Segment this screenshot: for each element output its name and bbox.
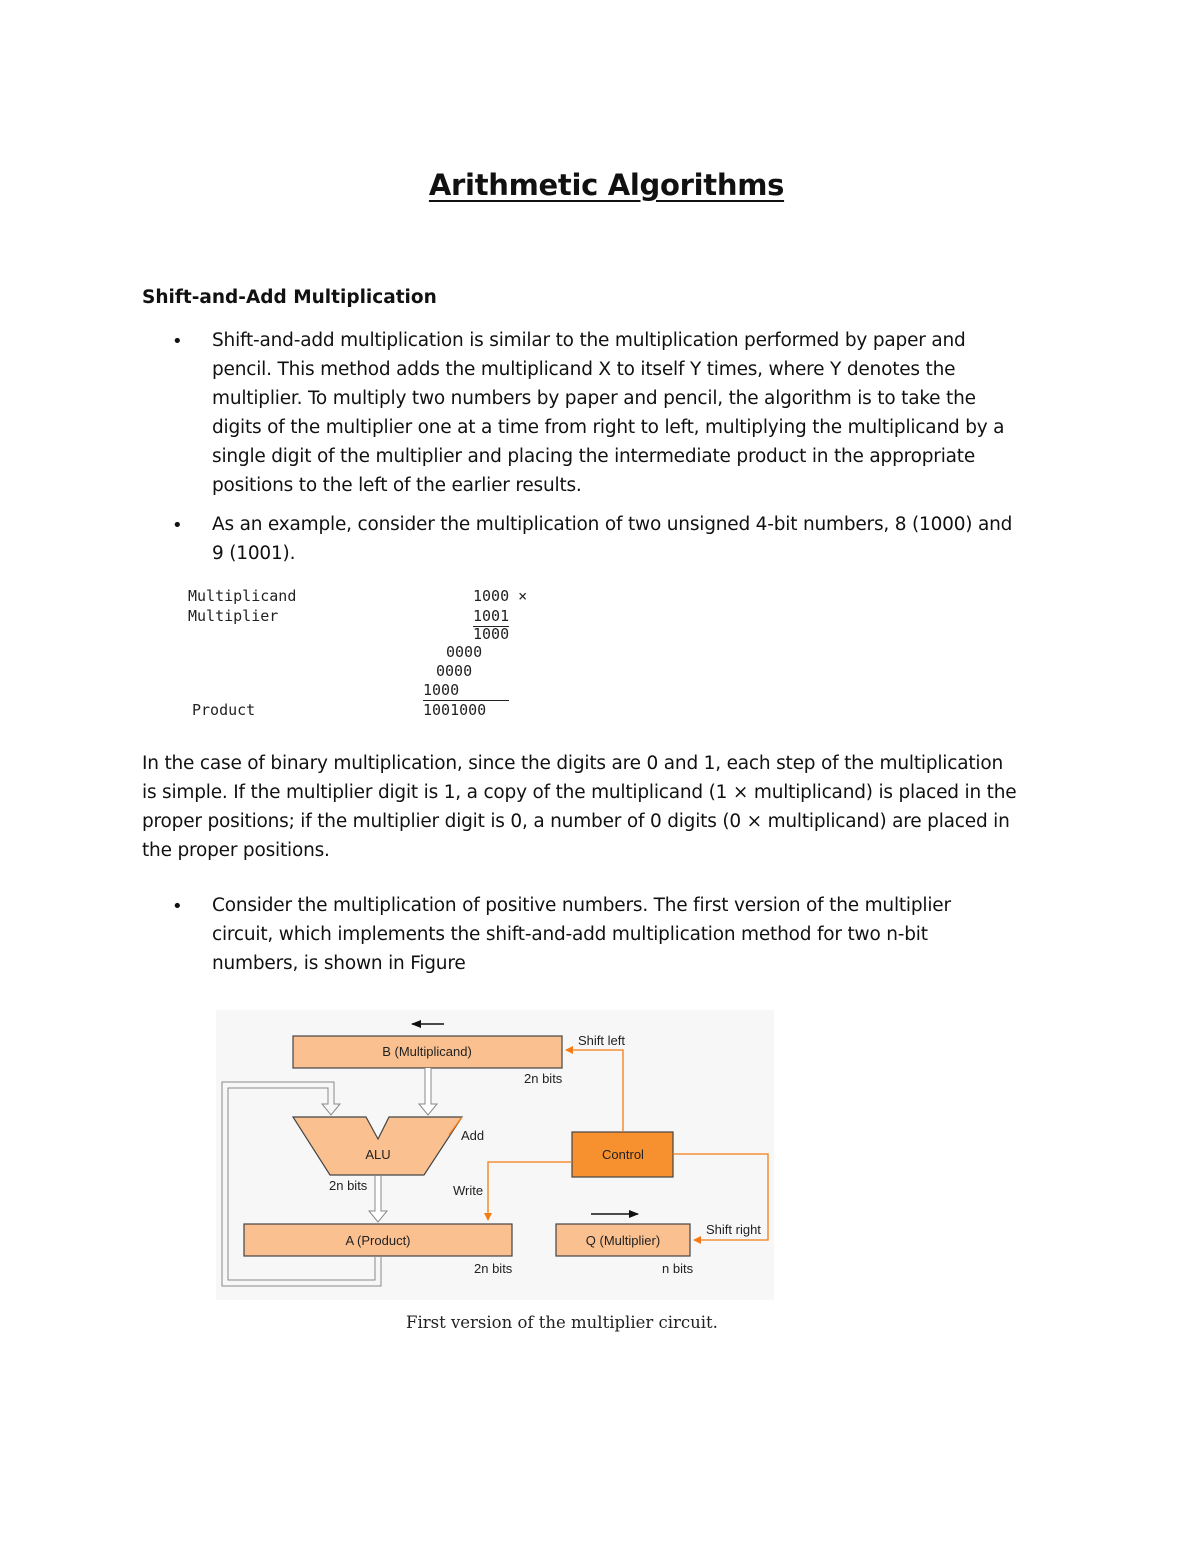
multiplier-register-label: Q (Multiplier) <box>585 1233 661 1248</box>
product-register-label: A (Product) <box>345 1233 411 1248</box>
multiplicand-label: Multiplicand <box>188 587 297 605</box>
explanation-paragraph <box>142 749 1102 865</box>
text-line: proper positions; if the multiplier digit is 0, a number of 0 digits (0 × multiplicand) are placed in <box>142 811 1010 832</box>
alu-label: ALU <box>365 1147 391 1162</box>
add-label: Add <box>461 1128 485 1143</box>
bullet-icon: • <box>172 515 183 536</box>
partial-product: 0000 <box>436 662 473 680</box>
alu-bits-label: 2n bits <box>329 1178 368 1193</box>
text-line: is simple. If the multiplier digit is 1, a copy of the multiplicand (1 × multiplicand) is placed in the <box>142 782 1017 803</box>
section-heading: Shift-and-Add Multiplication <box>142 287 437 308</box>
text-line: Shift-and-add multiplication is similar to the multiplication performed by paper and <box>212 330 966 351</box>
shift-left-control-line <box>566 1050 623 1132</box>
write-control-line <box>488 1162 572 1220</box>
multiplier-circuit-figure <box>216 1010 774 1300</box>
control-unit-label: Control <box>602 1147 644 1162</box>
multiplicand-to-alu-bus <box>419 1068 437 1115</box>
shift-left-label: Shift left <box>578 1033 625 1048</box>
multiplier-value: 1001 <box>473 607 510 625</box>
text-line: single digit of the multiplier and placing the intermediate product in the appropriate <box>212 446 976 467</box>
multiplicand-register-label: B (Multiplicand) <box>382 1044 472 1059</box>
figure-caption: First version of the multiplier circuit. <box>406 1313 718 1332</box>
bullet-icon: • <box>172 896 183 917</box>
text-line: digits of the multiplier one at a time from right to left, multiplying the multiplicand by a <box>212 417 1005 438</box>
alu-unit <box>293 1117 462 1175</box>
text-line: 9 (1001). <box>212 543 296 564</box>
text-line: pencil. This method adds the multiplicand X to itself Y times, where Y denotes the <box>212 359 956 380</box>
multiplicand-bits-label: 2n bits <box>524 1071 563 1086</box>
text-line: multiplier. To multiply two numbers by paper and pencil, the algorithm is to take the <box>212 388 976 409</box>
text-line: positions to the left of the earlier results. <box>212 475 582 496</box>
alu-to-product-bus <box>369 1176 387 1222</box>
partial-product: 1000 <box>423 681 460 699</box>
text-line: As an example, consider the multiplication of two unsigned 4-bit numbers, 8 (1000) and <box>212 514 1013 535</box>
circuit-diagram <box>216 1010 774 1300</box>
text-line: numbers, is shown in Figure <box>212 953 466 974</box>
write-label: Write <box>453 1183 484 1198</box>
multiplier-bits-label: n bits <box>662 1261 694 1276</box>
shift-right-label: Shift right <box>706 1222 761 1237</box>
bullet-3-text <box>212 891 1092 978</box>
bullet-2-text <box>212 510 1092 568</box>
bullet-1-text <box>212 326 1092 500</box>
product-label: Product <box>192 701 256 719</box>
text-line: circuit, which implements the shift-and-add multiplication method for two n-bit <box>212 924 928 945</box>
partial-product: 0000 <box>446 643 483 661</box>
product-bits-label: 2n bits <box>474 1261 513 1276</box>
partial-product: 1000 <box>473 625 510 643</box>
bullet-icon: • <box>172 331 183 352</box>
page-title: Arithmetic Algorithms <box>428 168 785 202</box>
text-line: In the case of binary multiplication, since the digits are 0 and 1, each step of the multiplication <box>142 753 1003 774</box>
multiplier-label: Multiplier <box>188 607 279 625</box>
multiplicand-value: 1000 × <box>473 587 528 605</box>
product-value: 1001000 <box>423 701 487 719</box>
text-line: Consider the multiplication of positive numbers. The first version of the multiplier <box>212 895 951 916</box>
text-line: the proper positions. <box>142 840 330 861</box>
